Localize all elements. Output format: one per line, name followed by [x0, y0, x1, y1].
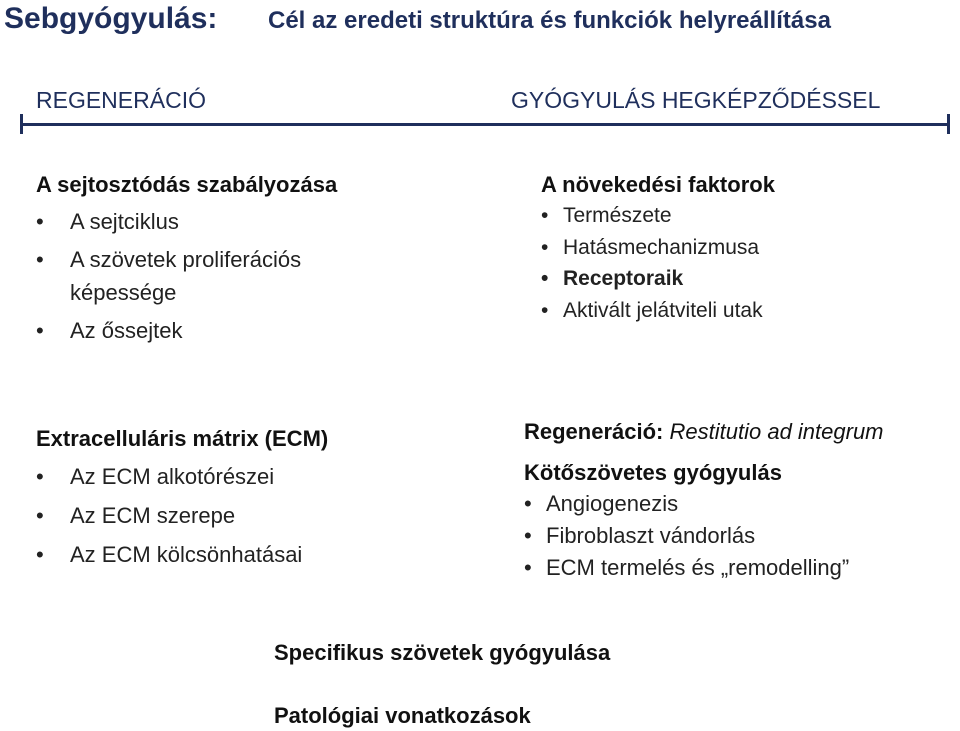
- list-item-text: Angiogenezis: [546, 491, 679, 516]
- spectrum-axis: [20, 114, 950, 134]
- list-item-text: Hatásmechanizmusa: [563, 236, 760, 259]
- axis-line: [20, 123, 950, 126]
- list-item: • Az ECM alkotórészei: [36, 464, 275, 489]
- regeneration-latin: Restitutio ad integrum: [669, 419, 884, 444]
- list-item: • Az ECM kölcsönhatásai: [36, 542, 303, 567]
- page-title: Sebgyógyulás:: [4, 2, 218, 35]
- axis-right-cap: [947, 114, 950, 134]
- list-item-text: Az ECM szerepe: [70, 503, 236, 528]
- list-item: • Aktivált jelátviteli utak: [541, 299, 763, 322]
- axis-right-label: GYÓGYULÁS HEGKÉPZŐDÉSSEL: [511, 87, 881, 113]
- axis-left-label: REGENERÁCIÓ: [36, 87, 206, 113]
- list-item-text: Az ECM alkotórészei: [70, 464, 275, 489]
- list-item: • Természete: [541, 204, 672, 227]
- specific-tissues-heading: Specifikus szövetek gyógyulása: [274, 640, 611, 665]
- page-subtitle: Cél az eredeti struktúra és funkciók helyreállítása: [268, 7, 831, 34]
- list-item-text: ECM termelés és „remodelling”: [546, 555, 850, 580]
- list-item-text: A sejtciklus: [70, 209, 179, 234]
- list-item: • ECM termelés és „remodelling”: [524, 555, 850, 580]
- list-item: • Fibroblaszt vándorlás: [524, 523, 756, 548]
- regeneration-label: Regeneráció:: [524, 419, 664, 444]
- list-item: • Hatásmechanizmusa: [541, 236, 760, 259]
- connective-heading: Kötőszövetes gyógyulás: [524, 460, 782, 485]
- list-item-text: Receptoraik: [563, 267, 684, 290]
- axis-left-cap: [20, 114, 23, 134]
- list-item-continuation: képessége: [70, 280, 177, 305]
- list-item-text: Fibroblaszt vándorlás: [546, 523, 756, 548]
- growth-factors-heading: A növekedési faktorok: [541, 172, 775, 197]
- ecm-heading: Extracelluláris mátrix (ECM): [36, 426, 329, 451]
- list-item-text: Az őssejtek: [70, 318, 183, 343]
- cell-division-heading: A sejtosztódás szabályozása: [36, 172, 338, 197]
- pathology-heading: Patológiai vonatkozások: [274, 703, 531, 728]
- list-item-text: Természete: [563, 204, 672, 227]
- regeneration-line: [524, 419, 884, 445]
- list-item: • Az őssejtek: [36, 318, 183, 343]
- list-item: • Az ECM szerepe: [36, 503, 236, 528]
- list-item-text: Az ECM kölcsönhatásai: [70, 542, 303, 567]
- list-item-text: A szövetek proliferációs: [70, 247, 302, 272]
- list-item: • Receptoraik: [541, 267, 684, 290]
- list-item-text: Aktivált jelátviteli utak: [563, 299, 763, 322]
- list-item: • A szövetek proliferációs: [36, 247, 302, 272]
- list-item: • Angiogenezis: [524, 491, 679, 516]
- list-item: • A sejtciklus: [36, 209, 179, 234]
